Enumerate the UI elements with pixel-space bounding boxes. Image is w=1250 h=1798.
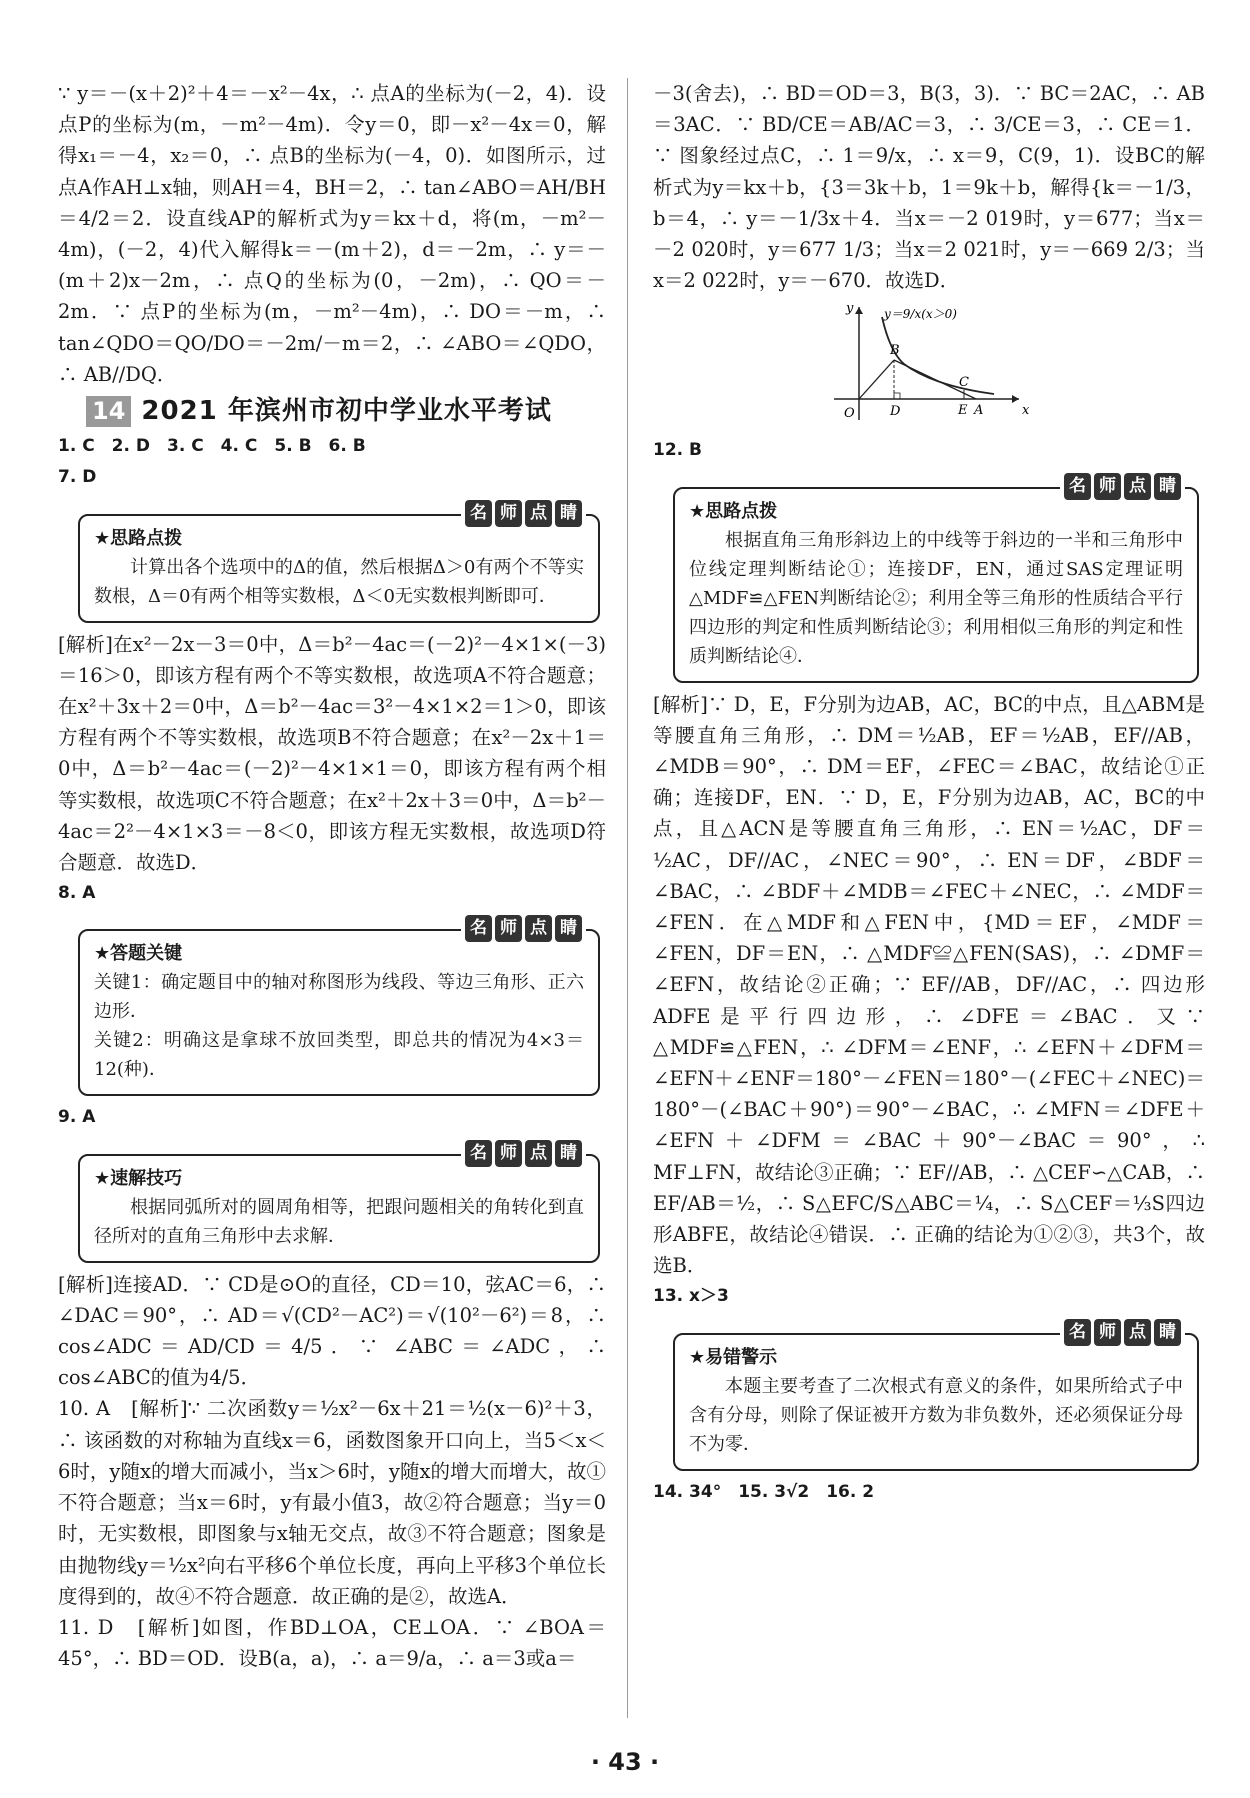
label-A: A (974, 403, 984, 419)
function-graph (824, 302, 1034, 427)
solution-text: 11. D [解析]如图，作BD⊥OA，CE⊥OA．∵ ∠BOA＝45°，∴ BD＝OD．设B(a，a)，∴ a＝9/a，∴ a＝3或a＝ (58, 1615, 606, 1671)
tip-text: 根据同弧所对的圆周角相等，把跟问题相关的角转化到直径所对的直角三角形中去求解． (94, 1196, 584, 1247)
answer-line: 8. A (58, 883, 96, 904)
section-header (86, 396, 606, 427)
page-number: · 43 · (590, 1748, 660, 1776)
label-D: D (890, 404, 901, 420)
tip-tag: 名 师 点 睛 (1060, 473, 1185, 500)
right-column (653, 78, 1205, 1508)
tip-box (78, 918, 600, 1096)
section-title: 2021 年滨州市初中学业水平考试 (141, 396, 552, 427)
label-B: B (890, 343, 900, 359)
solution-text: [解析]∵ D，E，F分别为边AB，AC，BC的中点，且△ABM是等腰直角三角形，∴ DM＝½AB，EF＝½AB，EF//AB，∠MDB＝90°，∴ DM＝EF，∠FEC＝∠BAC，故结论①正确；连接DF，EN．∵ D，E，F分别为边AB，AC，BC的中点，且△ACN是等腰直角三角形，∴ EN＝½AC，DF＝½AC，DF//AC，∠NEC＝90°，∴ EN＝DF，∠BDF＝∠BAC，∴ ∠BDF＋∠MDB＝∠FEC＋∠NEC，∴ ∠MDF＝∠FEN．在△MDF和△FEN中，{MD＝EF，∠MDF＝∠FEN，DF＝EN，∴ △MDF≌△FEN(SAS)，∴ ∠DMF＝∠EFN，故结论②正确；∵ EF//AB，DF//AC，∴ 四边形ADFE是平行四边形，∴ ∠DFE＝∠BAC．又∵ △MDF≌△FEN，∴ ∠DFM＝∠ENF，∴ ∠EFN＋∠DFM＝∠EFN＋∠ENF＝180°－∠FEN＝180°－(∠FEC＋∠NEC)＝180°－(∠BAC＋90°)＝90°－∠BAC，∴ ∠MFN＝∠DFE＋∠EFN＋∠DFM＝∠BAC＋90°－∠BAC＝90°，∴ MF⊥FN，故结论③正确；∵ EF//AB，∴ △CEF∽△CAB，∴ EF/AB＝½，∴ S△EFC/S△ABC＝¼，∴ S△CEF＝⅓S四边形ABFE，故结论④错误．∴ 正确的结论为①②③，共3个，故选B． (653, 692, 1205, 1278)
function-label: y＝9/x(x＞0) (884, 307, 957, 322)
tip-title: ★答题关键 (94, 943, 183, 965)
label-E: E (958, 403, 968, 419)
x-axis-arrow (1012, 395, 1019, 403)
section-number: 14 (86, 396, 131, 427)
tip-box (673, 475, 1199, 683)
answer-line: 14. 34° 15. 3√2 16. 2 (653, 1481, 875, 1502)
solution-text: ∵ y＝－(x＋2)²＋4＝－x²－4x，∴ 点A的坐标为(－2，4)．设点P的坐标为(m，－m²－4m)．令y＝0，即－x²－4x＝0，解得x₁＝－4，x₂＝0，∴ 点B的坐标为(－4，0)．如图所示，过点A作AH⊥x轴，则AH＝4，BH＝2，∴ tan∠ABO＝AH/BH＝4/2＝2．设直线AP的解析式为y＝kx＋d，将(m，－m²－4m)，(－2，4)代入解得k＝－(m＋2)，d＝－2m，∴ y＝－(m＋2)x－2m，∴ 点Q的坐标为(0，－2m)，∴ QO＝－2m．∵ 点P的坐标为(m，－m²－4m)，∴ DO＝－m，∴ tan∠QDO＝QO/DO＝－2m/－m＝2，∴ ∠ABO＝∠QDO，∴ AB//DQ． (58, 82, 606, 386)
tip-text: 计算出各个选项中的Δ的值，然后根据Δ＞0有两个不等实数根，Δ＝0有两个相等实数根，Δ＜0无实数根判断即可． (94, 556, 584, 607)
answer-line: 7. D (58, 467, 97, 488)
right-angle-mark (894, 393, 900, 399)
y-axis-arrow (855, 307, 863, 314)
tip-tag: 名 师 点 睛 (461, 1140, 586, 1167)
label-C: C (959, 375, 969, 391)
solution-text: 10. A [解析]∵ 二次函数y＝½x²－6x＋21＝½(x－6)²＋3，∴ 该函数的对称轴为直线x＝6，函数图象开口向上，当5＜x＜6时，y随x的增大而减小，当x＞6时，y随x的增大而增大，故①不符合题意；当x＝6时，y有最小值3，故②符合题意；当y＝0时，无实数根，即图象与x轴无交点，故③不符合题意；图象是由抛物线y＝½x²向右平移6个单位长度，再向上平移3个单位长度得到的，故④不符合题意．故正确的是②，故选A． (58, 1397, 606, 1608)
tip-tag: 名 师 点 睛 (1060, 1319, 1185, 1346)
solution-text: [解析]连接AD．∵ CD是⊙O的直径，CD＝10，弦AC＝6，∴ ∠DAC＝90°，∴ AD＝√(CD²－AC²)＝√(10²－6²)＝8，∴ cos∠ADC＝AD/CD＝4/5．∵ ∠ABC＝∠ADC，∴ cos∠ABC的值为4/5． (58, 1272, 606, 1390)
answer-line: 12. B (653, 440, 702, 461)
label-y: y (846, 302, 854, 317)
tip-tag: 名 师 点 睛 (461, 500, 586, 527)
tip-box (78, 1142, 600, 1263)
solution-text: [解析]在x²－2x－3＝0中，Δ＝b²－4ac＝(－2)²－4×1×(－3)＝16＞0，即该方程有两个不等实数根，故选项A不符合题意；在x²＋3x＋2＝0中，Δ＝b²－4ac＝3²－4×1×2＝1＞0，即该方程有两个不等实数根，故选项B不符合题意；在x²－2x＋1＝0中，Δ＝b²－4ac＝(－2)²－4×1×1＝0，即该方程有两个相等实数根，故选项C不符合题意；在x²＋2x＋3＝0中，Δ＝b²－4ac＝2²－4×1×3＝－8＜0，即该方程无实数根，故选项D符合题意．故选D． (58, 632, 606, 875)
tip-text: 本题主要考查了二次根式有意义的条件，如果所给式子中含有分母，则除了保证被开方数为非负数外，还必须保证分母不为零． (689, 1375, 1183, 1455)
tip-title: ★思路点拨 (689, 500, 778, 522)
tip-tag: 名 师 点 睛 (461, 915, 586, 942)
answer-line: 9. A (58, 1107, 96, 1128)
answer-line: 13. x＞3 (653, 1286, 729, 1307)
tip-title: ★速解技巧 (94, 1167, 183, 1189)
tip-title: ★思路点拨 (94, 527, 183, 549)
tip-text: 根据直角三角形斜边上的中线等于斜边的一半和三角形中位线定理判断结论①；连接DF，EN，通过SAS定理证明△MDF≌△FEN判断结论②；利用全等三角形的性质结合平行四边形的判定和性质判断结论③；利用相似三角形的判定和性质判断结论④． (689, 529, 1183, 667)
left-column (58, 78, 606, 1674)
tip-title: ★易错警示 (689, 1346, 778, 1368)
answer-line: 1. C 2. D 3. C 4. C 5. B 6. B (58, 436, 366, 457)
tip-text: 关键2：明确这是拿球不放回类型，即总共的情况为4×3＝12(种)． (94, 1030, 584, 1081)
label-x: x (1022, 403, 1030, 419)
tip-text: 关键1：确定题目中的轴对称图形为线段、等边三角形、正六边形． (94, 972, 584, 1023)
label-O: O (844, 406, 855, 422)
tip-box (673, 1321, 1199, 1471)
column-divider (627, 78, 628, 1718)
line-OB (859, 360, 894, 399)
tip-box (78, 502, 600, 623)
solution-text: －3(舍去)，∴ BD＝OD＝3，B(3，3)．∵ BC＝2AC，∴ AB＝3AC．∵ BD/CE＝AB/AC＝3，∴ 3/CE＝3，∴ CE＝1．∵ 图象经过点C，∴ 1＝9/x，∴ x＝9，C(9，1)．设BC的解析式为y＝kx＋b，{3＝3k＋b，1＝9k＋b，解得{k＝－1/3，b＝4，∴ y＝－1/3x＋4．当x＝－2 019时，y＝677；当x＝－2 020时，y＝677 1/3；当x＝2 021时，y＝－669 2/3；当x＝2 022时，y＝－670．故选D． (653, 82, 1205, 293)
